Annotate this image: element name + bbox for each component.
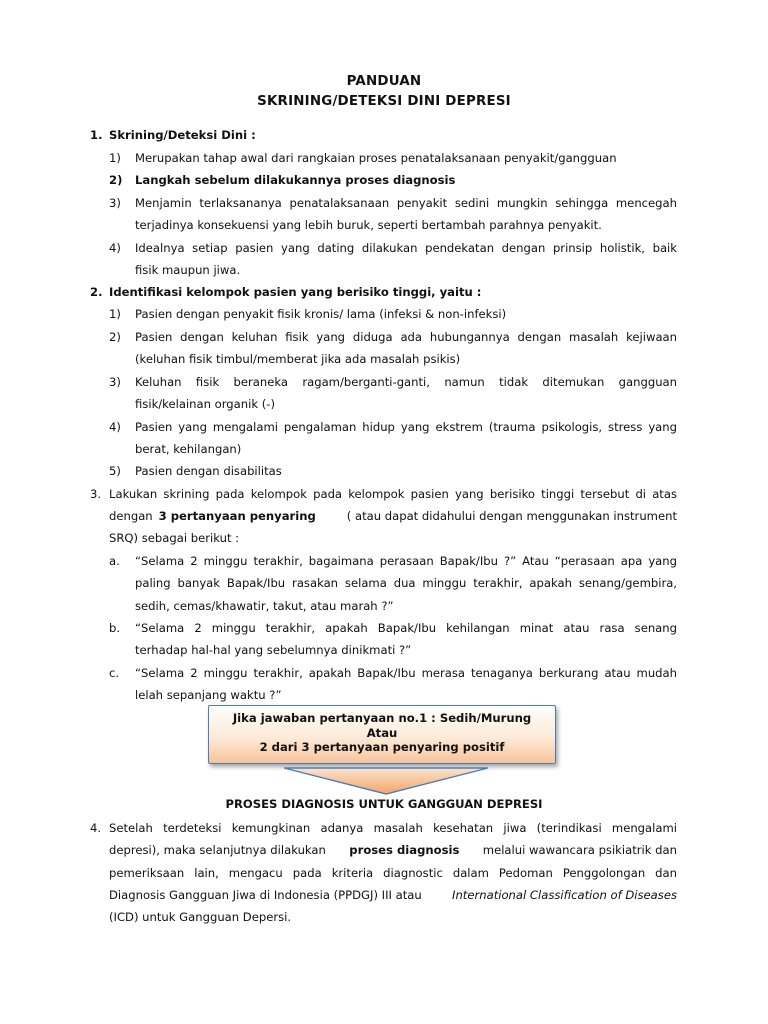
s2-item-3-text-line2: fisik/kelainan organik (-) <box>135 397 275 411</box>
s4-line4-italic: International Classification of Diseases <box>452 888 677 902</box>
s2-item-2-text-line2: (keluhan fisik timbul/memberat jika ada masalah psikis) <box>135 352 461 366</box>
s2-item-4-text-line2: berat, kehilangan) <box>135 442 242 456</box>
section-1-number: 1. <box>90 128 103 142</box>
s4-text-line2 <box>109 842 677 858</box>
s2-item-4-text-line1: Pasien yang mengalami pengalaman hidup yang ekstrem (trauma psikologis, stress yang <box>135 420 677 434</box>
box-line3: 2 dari 3 pertanyaan penyaring positif <box>259 740 505 754</box>
s3-item-a-line1: “Selama 2 minggu terakhir, bagaimana perasaan Bapak/Ibu ?” Atau “perasaan apa yang <box>135 554 677 568</box>
s2-item-5-text: Pasien dengan disabilitas <box>135 464 282 478</box>
s2-item-1-number: 1) <box>109 307 121 321</box>
s2-item-2-number: 2) <box>109 330 121 344</box>
s2-item-5-number: 5) <box>109 464 121 478</box>
s1-item-3-text-line1: Menjamin terlaksananya penatalaksanaan penyakit sedini mungkin sehingga mencegah <box>135 196 677 210</box>
s1-item-4-number: 4) <box>109 241 121 255</box>
box-line2: Atau <box>366 725 398 740</box>
diagnosis-process-heading: PROSES DIAGNOSIS UNTUK GANGGUAN DEPRESI <box>225 797 543 811</box>
document-title-line2: SKRINING/DETEKSI DINI DEPRESI <box>257 94 511 109</box>
screening-result-box <box>208 705 556 764</box>
s4-text-line5: (ICD) untuk Gangguan Depersi. <box>109 910 292 924</box>
s1-item-3-text-line2: terjadinya konsekuensi yang lebih buruk, seperti bertambah parahnya penyakit. <box>135 218 602 232</box>
s3-line2-bold: 3 pertanyaan penyaring <box>158 509 316 523</box>
s3-text-line2 <box>109 508 677 524</box>
s3-item-c-line2: lelah sepanjang waktu ?” <box>135 688 282 702</box>
s4-line2-prefix: depresi), maka selanjutnya dilakukan <box>109 843 326 857</box>
s4-text-line1: Setelah terdeteksi kemungkinan adanya masalah kesehatan jiwa (terindikasi mengalami <box>109 821 677 835</box>
s2-item-3-number: 3) <box>109 375 121 389</box>
section-2-heading: Identifikasi kelompok pasien yang berisiko tinggi, yaitu : <box>109 285 482 299</box>
s3-item-a-line2: paling banyak Bapak/Ibu rasakan selama dua minggu terakhir, apakah senang/gembira, <box>135 576 677 590</box>
document-title-line1: PANDUAN <box>346 74 422 89</box>
s4-text-line4 <box>109 887 677 903</box>
s2-item-1-text: Pasien dengan penyakit fisik kronis/ lama (infeksi & non-infeksi) <box>135 307 507 321</box>
s2-item-2-text-line1: Pasien dengan keluhan fisik yang diduga ada hubungannya dengan masalah kejiwaan <box>135 330 677 344</box>
s1-item-1-text: Merupakan tahap awal dari rangkaian proses penatalaksanaan penyakit/gangguan <box>135 151 617 165</box>
s3-text-line3: SRQ) sebagai berikut : <box>109 531 240 545</box>
section-3-number: 3. <box>90 487 102 501</box>
s3-item-a-line3: sedih, cemas/khawatir, takut, atau marah ?” <box>135 599 394 613</box>
s2-item-3-text-line1: Keluhan fisik beraneka ragam/berganti-ganti, namun tidak ditemukan gangguan <box>135 375 677 389</box>
s3-line2-prefix: dengan <box>109 509 153 523</box>
s3-item-a-letter: a. <box>109 554 120 568</box>
s3-item-c-line1: “Selama 2 minggu terakhir, apakah Bapak/Ibu merasa tenaganya berkurang atau mudah <box>135 666 677 680</box>
s1-item-4-text-line1: Idealnya setiap pasien yang dating dilakukan pendekatan dengan prinsip holistik, baik <box>135 241 677 255</box>
section-4-number: 4. <box>90 821 102 835</box>
s3-item-b-line2: terhadap hal-hal yang sebelumnya dinikmati ?” <box>135 643 412 657</box>
down-arrow-icon <box>283 767 489 795</box>
s3-item-b-line1: “Selama 2 minggu terakhir, apakah Bapak/Ibu kehilangan minat atau rasa senang <box>135 621 677 635</box>
s3-text-line1: Lakukan skrining pada kelompok pada kelompok pasien yang berisiko tinggi tersebut di atas <box>109 487 677 501</box>
s1-item-4-text-line2: fisik maupun jiwa. <box>135 263 241 277</box>
s3-line2-suffix: ( atau dapat didahului dengan menggunakan instrument <box>346 509 677 523</box>
s4-line2-suffix: melalui wawancara psikiatrik dan <box>482 843 677 857</box>
s4-text-line3: pemeriksaan lain, mengacu pada kriteria diagnostic dalam Pedoman Penggolongan dan <box>109 866 677 880</box>
s2-item-4-number: 4) <box>109 420 121 434</box>
s3-item-b-letter: b. <box>109 621 121 635</box>
section-2-number: 2. <box>90 285 103 299</box>
s4-line2-bold: proses diagnosis <box>349 843 460 857</box>
s3-item-c-letter: c. <box>109 666 120 680</box>
s1-item-1-number: 1) <box>109 151 121 165</box>
s1-item-2-number: 2) <box>109 173 123 187</box>
s4-line4-prefix: Diagnosis Gangguan Jiwa di Indonesia (PPDGJ) III atau <box>109 888 422 902</box>
section-1-heading: Skrining/Deteksi Dini : <box>109 128 256 142</box>
s1-item-2-text: Langkah sebelum dilakukannya proses diagnosis <box>135 173 456 187</box>
s1-item-3-number: 3) <box>109 196 121 210</box>
box-line1: Jika jawaban pertanyaan no.1 : Sedih/Murung <box>232 711 532 725</box>
